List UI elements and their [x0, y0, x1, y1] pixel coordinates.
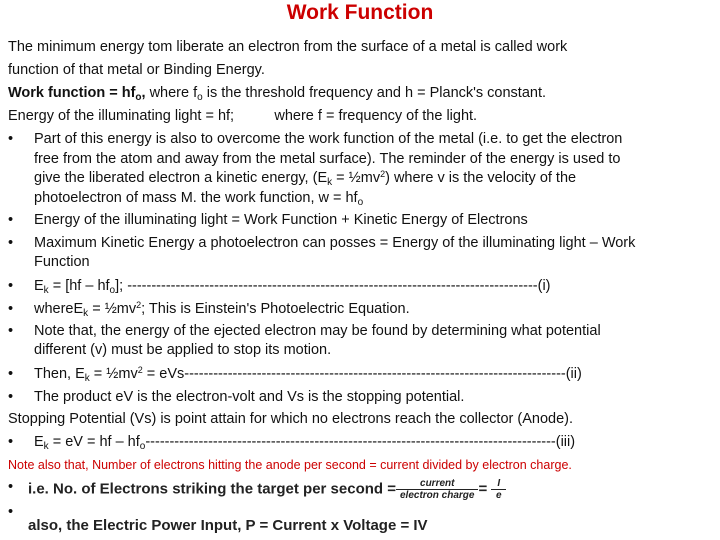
bullet-1-line-1: Part of this energy is also to overcome the work function of the metal (i.e. to get the electron	[34, 131, 623, 147]
definition-line-1: The minimum energy tom liberate an electron from the surface of a metal is called work	[8, 39, 568, 55]
bullet-3-line-2: Function	[34, 254, 90, 270]
bullet-marker: •	[8, 131, 14, 147]
bullet-marker: •	[8, 434, 14, 450]
bullet-6-line-1: Note that, the energy of the ejected electron may be found by determining what potential	[34, 323, 601, 339]
bullet-1-line-3: give the liberated electron a kinetic energy, ($E_k$ = $\frac{1}{2}mv^2$) where v is the velocity of the	[34, 169, 577, 188]
bullet-marker: •	[8, 504, 14, 520]
work-function-label: Work function = hf	[8, 85, 136, 101]
i-over-e-fraction: $\frac{I}{e}$	[491, 478, 506, 501]
bullet-2: Energy of the illuminating light = Work Function + Kinetic Energy of Electrons	[34, 212, 528, 228]
work-function-line: Work function = $hf_o$, where $f_o$ is the threshold frequency and h = Planck's constant.	[8, 85, 547, 103]
bullet-marker: •	[8, 301, 14, 317]
equation-i: $E_k = [hf - hf_o]$; -------------------------------------------------------------------------------------(i)	[34, 278, 551, 296]
bullet-8: The product eV is the electron-volt and Vs is the stopping potential.	[34, 389, 465, 405]
current-over-charge-fraction: $\frac{\text{current}}{\text{electron charge}}$	[396, 478, 478, 501]
einstein-equation: whereE$_k$ = $\frac{1}{2}mv^2$; This is Einstein's Photoelectric Equation.	[34, 300, 410, 319]
bullet-marker: •	[8, 389, 14, 405]
bullet-marker: •	[8, 366, 14, 382]
energy-line: Energy of the illuminating light = hf; where f = frequency of the light.	[8, 108, 478, 124]
electron-count-formula: i.e. No. of Electrons striking the target per second = $\frac{\text{current}}{\text{electron charge}}$ = $\frac{I}{e}$	[28, 478, 506, 501]
bullet-marker: •	[8, 323, 14, 339]
power-formula: also, the Electric Power Input, P = Current x Voltage = IV	[28, 517, 428, 534]
stopping-potential-line: Stopping Potential (Vs) is point attain for which no electrons reach the collector (Anode).	[8, 411, 573, 427]
note-line: Note also that, Number of electrons hitting the anode per second = current divided by electron charge.	[8, 458, 572, 472]
bullet-6-line-2: different (v) must be applied to stop its motion.	[34, 342, 332, 358]
page-title: Work Function	[286, 1, 434, 24]
equation-ii: Then, $E_k$ = $\frac{1}{2}mv^2 = eVs-------------------------------------------------------------------------------(ii)$	[34, 365, 582, 384]
bullet-marker: •	[8, 235, 14, 251]
bullet-marker: •	[8, 212, 14, 228]
definition-line-2: function of that metal or Binding Energy.	[8, 62, 265, 78]
bullet-3-line-1: Maximum Kinetic Energy a photoelectron can posses = Energy of the illuminating light – Work	[34, 235, 636, 251]
bullet-1-line-2: free from the atom and away from the metal surface). The reminder of the energy is used to	[34, 151, 621, 167]
equation-iii: $E_k$ = eV = hf – $hf_o-------------------------------------------------------------------------------------(iii)$	[34, 434, 576, 452]
bullet-marker: •	[8, 479, 14, 495]
bullet-1-line-4: photoelectron of mass M. the work function, $w = hf_o$	[34, 190, 364, 208]
bullet-marker: •	[8, 278, 14, 294]
